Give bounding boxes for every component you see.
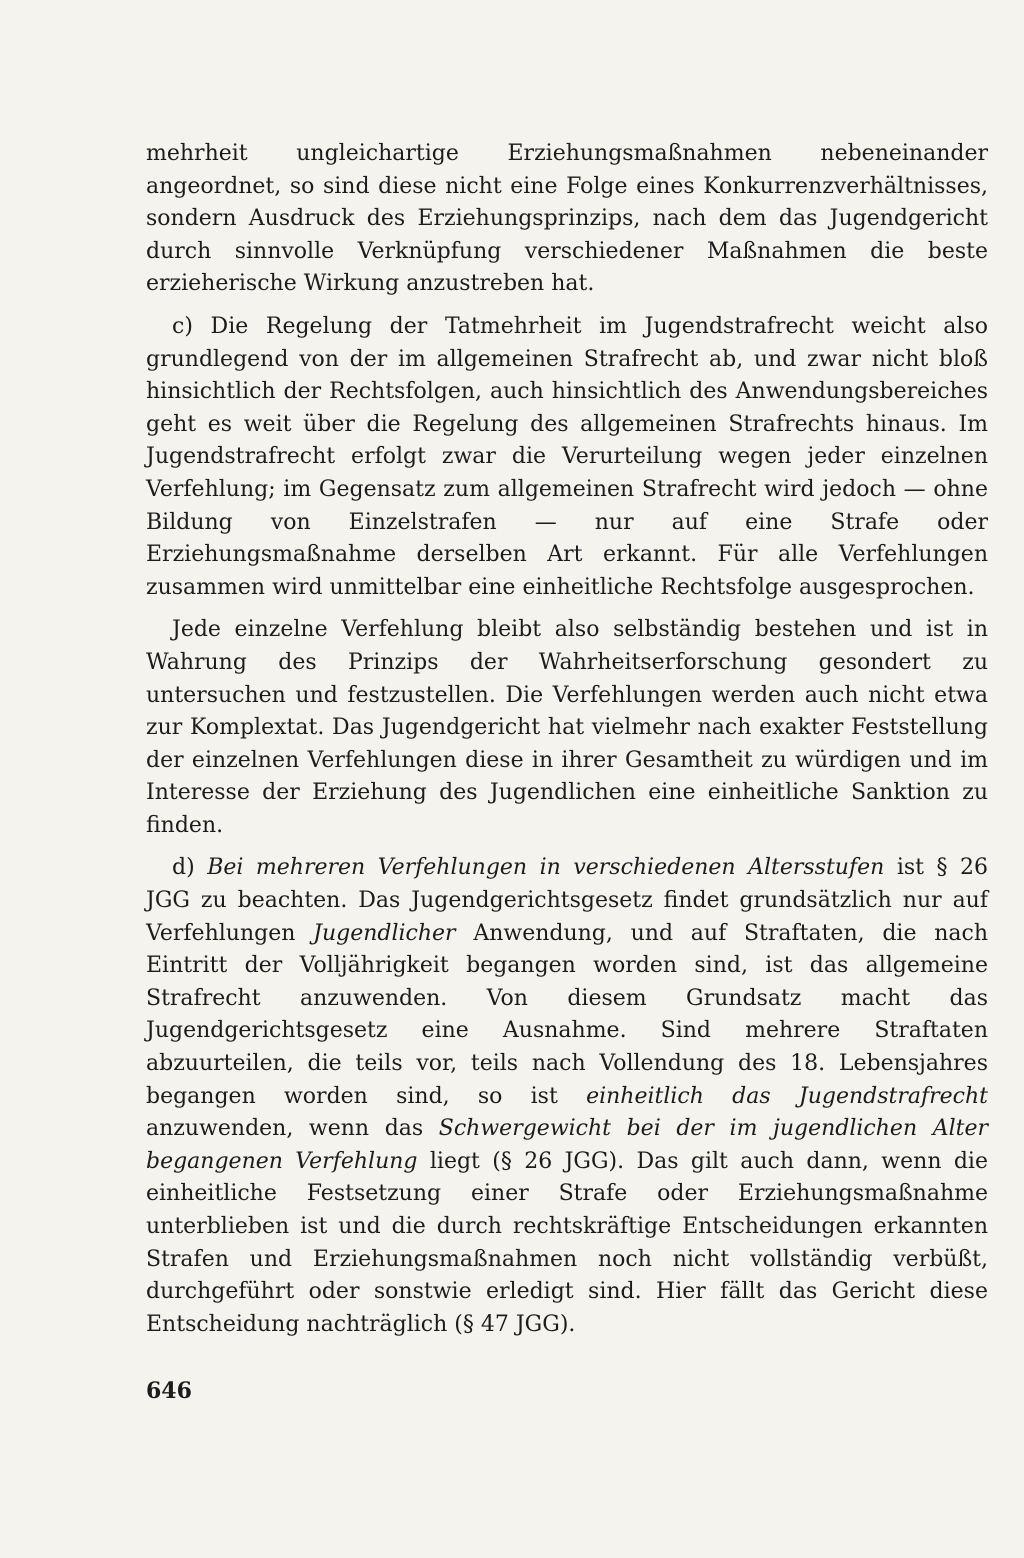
paragraph-4-text-1: d)	[172, 855, 208, 881]
paragraph-2	[146, 311, 988, 604]
paragraph-3	[146, 614, 988, 842]
paragraph-2-text: c) Die Regelung der Tatmehrheit im Jugendstrafrecht weicht also grundlegend von der im allgemeinen Strafrecht ab, und zwar nicht bloß hinsichtlich der Rechtsfolgen, auch hinsichtlich des Anwendungsbereiches geht es weit über die Regelung des allgemeinen Strafrechts hinaus. Im Jugendstrafrecht erfolgt zwar die Verurteilung wegen jeder einzelnen Verfehlung; im Gegensatz zum allgemeinen Strafrecht wird jedoch — ohne Bildung von Einzelstrafen — nur auf eine Strafe oder Erziehungsmaßnahme derselben Art erkannt. Für alle Verfehlungen zusammen wird unmittelbar eine einheitliche Rechtsfolge ausgesprochen.	[146, 313, 988, 600]
paragraph-4-text-4: anzuwenden, wenn das	[146, 1116, 439, 1142]
paragraph-4-text-2: ist § 26 JGG zu beachten. Das Jugendgerichtsgesetz findet grundsätzlich nur auf Verfehlungen	[146, 855, 988, 946]
paragraph-4-text-3: Anwendung, und auf Straftaten, die nach Eintritt der Volljährigkeit begangen worden sind, ist das allgemeine Strafrecht anzuwenden. Von diesem Grundsatz macht das Jugendgerichtsgesetz eine Ausnahme. Sind mehrere Straftaten abzuurteilen, die teils vor, teils nach Vollendung des 18. Lebensjahres begangen worden sind, so ist	[146, 920, 988, 1109]
page-number: 646	[146, 1378, 192, 1404]
paragraph-4-italic-1: Bei mehreren Verfehlungen in verschiedenen Altersstufen	[207, 855, 885, 881]
paragraph-4-italic-2: Jugendlicher	[313, 920, 456, 946]
paragraph-1-text: mehrheit ungleichartige Erziehungsmaßnahmen nebeneinander angeordnet, so sind diese nicht eine Folge eines Konkurrenzverhältnisses, sondern Ausdruck des Erziehungsprinzips, nach dem das Jugendgericht durch sinnvolle Verknüpfung verschiedener Maßnahmen die beste erzieherische Wirkung anzustreben hat.	[146, 141, 988, 297]
paragraph-3-text: Jede einzelne Verfehlung bleibt also selbständig bestehen und ist in Wahrung des Prinzips der Wahrheitserforschung gesondert zu untersuchen und festzustellen. Die Verfehlungen werden auch nicht etwa zur Komplextat. Das Jugendgericht hat vielmehr nach exakter Feststellung der einzelnen Verfehlungen diese in ihrer Gesamtheit zu würdigen und im Interesse der Erziehung des Jugendlichen eine einheitliche Sanktion zu finden.	[146, 617, 988, 838]
paragraph-4-italic-4: Schwergewicht bei der im jugendlichen Alter begangenen Verfehlung	[146, 1116, 988, 1174]
paragraph-4-text-5: liegt (§ 26 JGG). Das gilt auch dann, wenn die einheitliche Festsetzung einer Strafe oder Erziehungsmaßnahme unterblieben ist und die durch rechtskräftige Entscheidungen erkannten Strafen und Erziehungsmaßnahmen noch nicht vollständig verbüßt, durchgeführt oder sonstwie erledigt sind. Hier fällt das Gericht diese Entscheidung nachträglich (§ 47 JGG).	[146, 1148, 988, 1337]
body-text	[146, 138, 988, 1341]
paragraph-1	[146, 138, 988, 301]
paragraph-4	[146, 852, 988, 1341]
paragraph-4-italic-3: einheitlich das Jugendstrafrecht	[586, 1083, 988, 1109]
